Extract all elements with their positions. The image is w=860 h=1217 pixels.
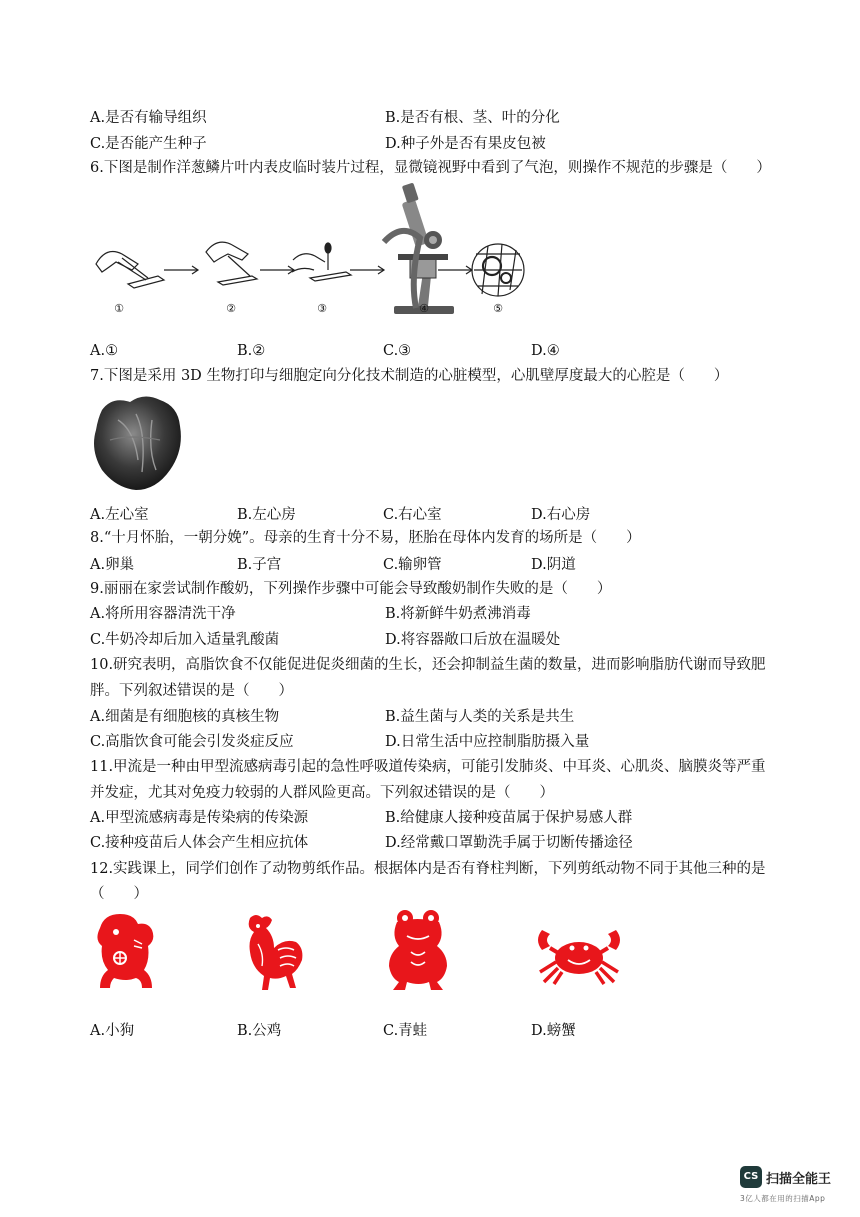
microscope-icon — [384, 183, 454, 314]
step3-hand-icon — [292, 243, 351, 281]
q9-option-a: A.将所用容器清洗干净 — [90, 606, 236, 622]
paper-cut-crab-icon — [532, 922, 626, 986]
q7-stem: 7.下图是采用 3D 生物打印与细胞定向分化技术制造的心脏模型，心肌壁厚度最大的心腔是（ ） — [90, 368, 729, 384]
q10-stem-line2: 胖。下列叙述错误的是（ ） — [90, 683, 293, 699]
q9-stem: 9.丽丽在家尝试制作酸奶，下列操作步骤中可能会导致酸奶制作失败的是（ ） — [90, 581, 612, 597]
q11-option-a: A.甲型流感病毒是传染病的传染源 — [90, 810, 309, 826]
q5-option-d: D.种子外是否有果皮包被 — [385, 136, 546, 152]
q12-option-b: B.公鸡 — [237, 1023, 282, 1039]
heart-model-image — [88, 390, 188, 494]
step-label-4: ④ — [419, 302, 429, 315]
q10-option-a: A.细菌是有细胞核的真核生物 — [90, 709, 280, 725]
q10-option-c: C.高脂饮食可能会引发炎症反应 — [90, 734, 294, 750]
q9-option-c: C.牛奶冷却后加入适量乳酸菌 — [90, 632, 280, 648]
q12-option-c: C.青蛙 — [383, 1023, 428, 1039]
step-label-3: ③ — [317, 302, 327, 315]
camscanner-logo-icon: CS — [740, 1166, 762, 1188]
paper-cut-rooster-icon — [236, 910, 308, 1000]
q8-option-c: C.输卵管 — [383, 557, 442, 573]
q10-stem-line1: 10.研究表明，高脂饮食不仅能促进促炎细菌的生长，还会抑制益生菌的数量，进而影响脂肪代谢而导致肥 — [90, 657, 766, 673]
microscope-view-icon — [472, 244, 524, 296]
q6-option-c: C.③ — [383, 343, 412, 359]
step2-hand-icon — [206, 242, 257, 285]
q8-option-d: D.阴道 — [531, 557, 576, 573]
q10-option-b: B.益生菌与人类的关系是共生 — [385, 709, 575, 725]
paper-cut-dog-icon — [90, 910, 162, 1000]
q11-option-b: B.给健康人接种疫苗属于保护易感人群 — [385, 810, 633, 826]
q8-option-a: A.卵巢 — [90, 557, 135, 573]
q7-option-d: D.右心房 — [531, 507, 591, 523]
q6-option-a: A.① — [90, 343, 119, 359]
q12-option-a: A.小狗 — [90, 1023, 135, 1039]
step-label-5: ⑤ — [493, 302, 503, 315]
q6-option-d: D.④ — [531, 343, 560, 359]
q8-stem: 8.“十月怀胎，一朝分娩”。母亲的生育十分不易，胚胎在母体内发育的场所是（ ） — [90, 530, 641, 546]
scanner-watermark — [740, 1166, 845, 1206]
step-label-2: ② — [226, 302, 236, 315]
q11-stem-line2: 并发症，尤其对免疫力较弱的人群风险更高。下列叙述错误的是（ ） — [90, 785, 554, 801]
watermark-tagline: 3亿人都在用的扫描App — [740, 1194, 826, 1203]
q11-stem-line1: 11.甲流是一种由甲型流感病毒引起的急性呼吸道传染病，可能引发肺炎、中耳炎、心肌炎、脑膜炎等严重 — [90, 759, 766, 775]
q12-stem-line2: （ ） — [90, 886, 148, 902]
slide-preparation-figure — [88, 182, 538, 322]
q12-option-d: D.螃蟹 — [531, 1023, 576, 1039]
q8-option-b: B.子宫 — [237, 557, 282, 573]
q10-option-d: D.日常生活中应控制脂肪摄入量 — [385, 734, 590, 750]
step-label-1: ① — [114, 302, 124, 315]
q9-option-d: D.将容器敞口后放在温暖处 — [385, 632, 561, 648]
q9-option-b: B.将新鲜牛奶煮沸消毒 — [385, 606, 531, 622]
q6-stem: 6.下图是制作洋葱鳞片叶内表皮临时装片过程，显微镜视野中看到了气泡，则操作不规范的步骤是（ ） — [90, 160, 771, 176]
q7-option-b: B.左心房 — [237, 507, 296, 523]
q12-stem-line1: 12.实践课上，同学们创作了动物剪纸作品。根据体内是否有脊柱判断，下列剪纸动物不同于其他三种的是 — [90, 861, 766, 877]
step1-hand-icon — [96, 252, 164, 288]
q5-option-c: C.是否能产生种子 — [90, 136, 207, 152]
q5-option-b: B.是否有根、茎、叶的分化 — [385, 110, 560, 126]
q11-option-d: D.经常戴口罩勤洗手属于切断传播途径 — [385, 835, 633, 851]
q11-option-c: C.接种疫苗后人体会产生相应抗体 — [90, 835, 309, 851]
watermark-app-name: 扫描全能王 — [766, 1172, 832, 1187]
q7-option-a: A.左心室 — [90, 507, 149, 523]
q5-option-a: A.是否有输导组织 — [90, 110, 207, 126]
paper-cut-frog-icon — [385, 908, 451, 992]
q6-option-b: B.② — [237, 343, 266, 359]
q7-option-c: C.右心室 — [383, 507, 442, 523]
